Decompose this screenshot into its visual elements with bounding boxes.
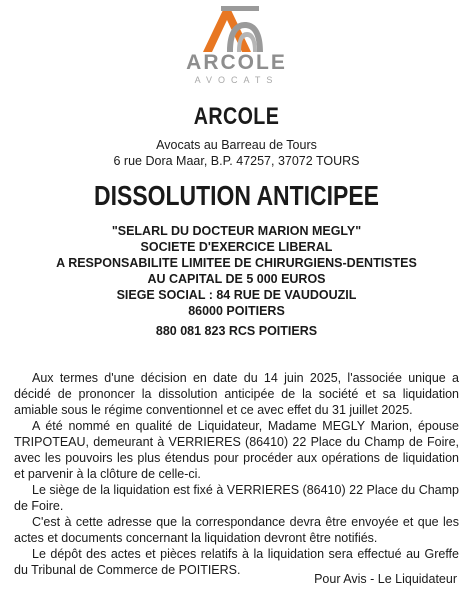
- arcole-logo-mark: [197, 4, 277, 54]
- rcs-number: 880 081 823 RCS POITIERS: [155, 324, 318, 338]
- firm-name: ARCOLE: [193, 103, 280, 130]
- paragraph: Le siège de la liquidation est fixé à VERRIERES (86410) 22 Place du Champ de Foire.: [14, 483, 459, 513]
- company-line: A RESPONSABILITE LIMITEE DE CHIRURGIENS-DENTISTES: [56, 256, 417, 270]
- company-line: 86000 POITIERS: [188, 304, 285, 318]
- company-block: [0, 223, 473, 319]
- logo-brand: ARCOLE: [186, 51, 287, 74]
- company-line: AU CAPITAL DE 5 000 EUROS: [147, 272, 326, 286]
- company-line: SIEGE SOCIAL : 84 RUE DE VAUDOUZIL: [116, 288, 357, 302]
- company-line: SOCIETE D'EXERCICE LIBERAL: [140, 240, 333, 254]
- signature: Pour Avis - Le Liquidateur: [314, 572, 457, 586]
- paragraph: A été nommé en qualité de Liquidateur, Madame MEGLY Marion, épouse TRIPOTEAU, demeurant à VERRIERES (86410) 22 Place du Champ de Foire, avec les pouvoirs les plus étendus pour procéder aux opérations de liquidation et parvenir à la clôture de celle-ci.: [14, 419, 459, 481]
- firm-address: 6 rue Dora Maar, B.P. 47257, 37072 TOURS: [113, 154, 360, 168]
- notice-body: [14, 370, 459, 578]
- paragraph: Le dépôt des actes et pièces relatifs à la liquidation sera effectué au Greffe du Tribunal de Commerce de POITIERS.: [14, 547, 459, 577]
- company-line: "SELARL DU DOCTEUR MARION MEGLY": [111, 224, 362, 238]
- firm-line-1: Avocats au Barreau de Tours: [156, 138, 317, 152]
- paragraph: Aux termes d'une décision en date du 14 juin 2025, l'associée unique a décidé de prononcer la dissolution anticipée de la société et sa liquidation amiable sous le régime conventionnel et ce avec effet du 31 juillet 2025.: [14, 371, 459, 417]
- logo-subtitle: AVOCATS: [194, 75, 279, 85]
- paragraph: C'est à cette adresse que la correspondance devra être envoyée et que les actes et documents concernant la liquidation devront être notifiés.: [14, 515, 459, 545]
- arcole-logo: [0, 4, 473, 85]
- notice-headline: DISSOLUTION ANTICIPEE: [94, 180, 379, 211]
